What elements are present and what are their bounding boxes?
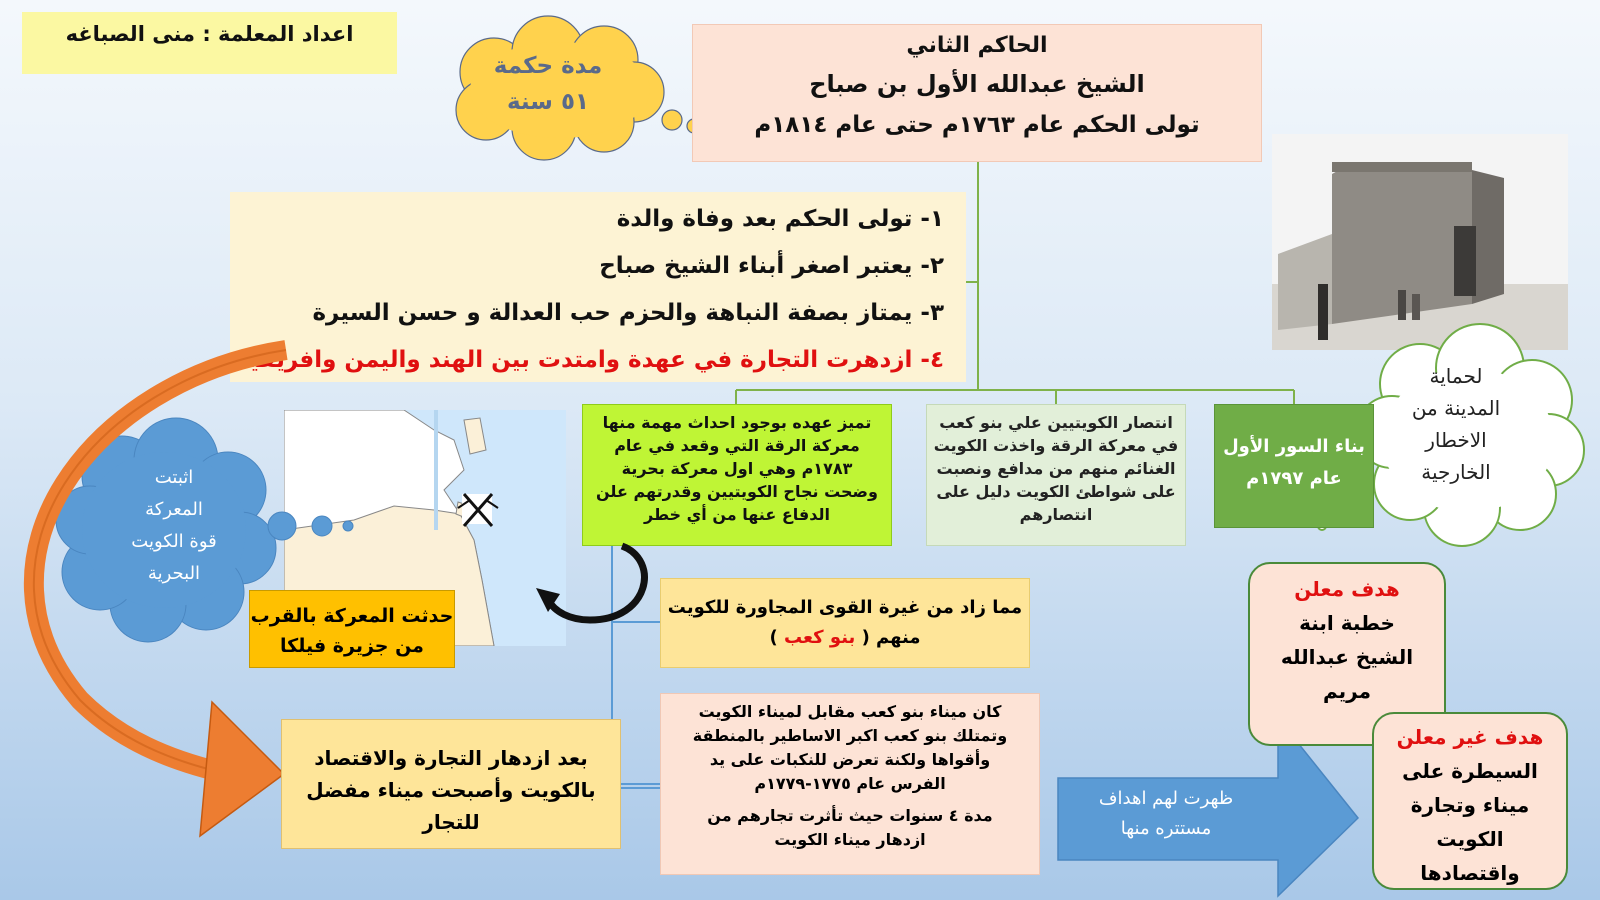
battle-line-2: معركة الرقة التي وقعد في عام xyxy=(614,436,860,455)
after-line-3: للتجار xyxy=(422,810,480,834)
nearby-line-1: حدثت المعركة بالقرب xyxy=(250,605,454,627)
port-line-5: مدة ٤ سنوات حيث تأثرت تجارهم من xyxy=(707,806,993,825)
port-line-6: ازدهار ميناء الكويت xyxy=(774,830,926,849)
envy-post: ) xyxy=(769,627,784,648)
wall-line-2: عام ١٧٩٧م xyxy=(1246,468,1342,489)
navy-line-1: اثبتت xyxy=(154,467,194,488)
navy-line-4: البحرية xyxy=(147,563,201,584)
hidden-goal-line-3: الكويت xyxy=(1436,827,1504,851)
declared-goal-line-3: مريم xyxy=(1322,679,1372,703)
envy-tribe: بنو كعب xyxy=(783,627,856,648)
declared-goal-line-1: خطبة ابنة xyxy=(1299,611,1395,635)
hidden-goal-line-4: واقتصادها xyxy=(1420,861,1520,885)
duration-line-2: ٥١ سنة xyxy=(506,89,590,115)
nearby-line-2: من جزيرة فيلكا xyxy=(280,635,424,657)
duration-line-1: مدة حكمة xyxy=(493,53,603,79)
port-line-2: وتمتلك بنو كعب اكبر الاساطير بالمنطقة xyxy=(692,726,1008,745)
battle-line-1: تميز عهده بوجود احداث مهمة منها xyxy=(602,413,872,432)
protect-line-1: لحماية xyxy=(1429,364,1483,388)
victory-line-2: في معركة الرقة واخذت الكويت xyxy=(933,436,1179,455)
port-line-3: وأقواها ولكنة تعرض للنكبات على يد xyxy=(709,750,991,769)
fact-4: ٤- ازدهرت التجارة في عهدة وامتدت بين الهند واليمن وافريقيا xyxy=(241,347,944,373)
wall-line-1: بناء السور الأول xyxy=(1223,436,1365,457)
battle-line-5: الدفاع عنها من أي خطر xyxy=(644,505,830,524)
protect-line-4: الخارجية xyxy=(1421,460,1491,484)
after-line-2: بالكويت وأصبحت ميناء مفضل xyxy=(306,778,596,802)
protect-line-3: الاخطار xyxy=(1425,428,1487,452)
protect-line-2: المدينة من xyxy=(1411,396,1501,420)
navy-line-3: قوة الكويت xyxy=(131,531,217,552)
fact-1: ١- تولى الحكم بعد وفاة والدة xyxy=(616,206,944,232)
envy-pre: منهم ( xyxy=(855,627,921,648)
victory-line-4: على شواطئ الكويت دليل على xyxy=(936,482,1176,501)
ruler-rank: الحاكم الثاني xyxy=(906,33,1048,58)
battle-line-4: وضحت نجاح الكويتيين وقدرتهم علن xyxy=(596,482,878,501)
victory-line-5: انتصارهم xyxy=(1019,505,1093,524)
ruler-reign: تولى الحكم عام ١٧٦٣م حتى عام ١٨١٤م xyxy=(754,112,1200,138)
port-line-1: كان ميناء بنو كعب مقابل لميناء الكويت xyxy=(698,702,1002,721)
arrow-line-1: ظهرت لهم اهداف xyxy=(1098,788,1234,809)
after-line-1: بعد ازدهار التجارة والاقتصاد xyxy=(314,746,588,770)
author-label: اعداد المعلمة : منى الصباغه xyxy=(22,12,397,74)
victory-line-1: انتصار الكويتيين علي بنو كعب xyxy=(939,413,1173,432)
fact-2: ٢- يعتبر اصغر أبناء الشيخ صباح xyxy=(599,253,944,279)
navy-line-2: المعركة xyxy=(145,499,203,520)
fact-3: ٣- يمتاز بصفة النباهة والحزم حب العدالة و حسن السيرة xyxy=(312,300,944,326)
declared-goal-heading: هدف معلن xyxy=(1294,577,1400,601)
hidden-goal-box xyxy=(1372,712,1568,890)
hidden-goal-line-1: السيطرة على xyxy=(1402,759,1538,783)
port-line-4: الفرس عام ١٧٧٥-١٧٧٩م xyxy=(754,774,946,793)
hidden-goal-line-2: ميناء وتجارة xyxy=(1410,793,1530,817)
ruler-name: الشيخ عبدالله الأول بن صباح xyxy=(809,70,1145,98)
envy-line-1: مما زاد من غيرة القوى المجاورة للكويت xyxy=(667,597,1023,618)
arrow-line-2: مستتره منها xyxy=(1120,818,1212,839)
battle-line-3: ١٧٨٣م وهي اول معركة بحرية xyxy=(621,459,853,478)
block-arrow-text xyxy=(1086,784,1246,844)
hidden-goal-heading: هدف غير معلن xyxy=(1396,725,1544,749)
victory-line-3: الغنائم منهم من مدافع ونصبت xyxy=(936,459,1176,478)
declared-goal-line-2: الشيخ عبدالله xyxy=(1280,645,1414,669)
